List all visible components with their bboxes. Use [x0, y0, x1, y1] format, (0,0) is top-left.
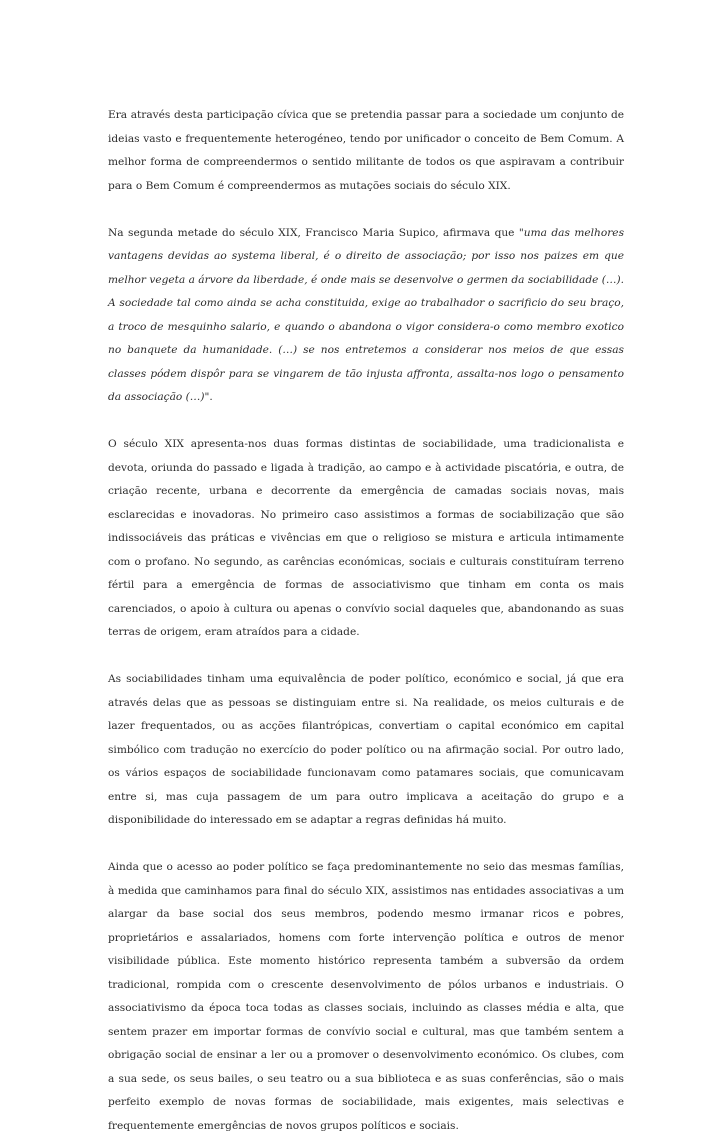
document-page: [108, 104, 624, 1138]
paragraph-associativism-base: Ainda que o acesso ao poder político se faça predominantemente no seio das mesmas famílias, à medida que caminhamos para final do século XIX, assistimos nas entidades associativas a um alargar da base social dos seus membros, podendo mesmo irmanar ricos e pobres, proprietários e assalariados, homens com forte intervenção política e outros de menor visibilidade pública. Este momento histórico representa também a subversão da ordem tradicional, rompida com o crescente desenvolvimento de pólos urbanos e industriais. O associativismo da época toca todas as classes sociais, incluindo as classes média e alta, que sentem prazer em importar formas de convívio social e cultural, mas que também sentem a obrigação social de ensinar a ler ou a promover o desenvolvimento económico. Os clubes, com a sua sede, os seus bailes, o seu teatro ou a sua biblioteca e as suas conferências, são o mais perfeito exemplo de novas formas de sociabilidade, mais exigentes, mais selectivas e frequentemente emergências de novos grupos políticos e sociais.: [108, 861, 624, 1132]
quote-lead-text: Na segunda metade do século XIX, Francisco Maria Supico, afirmava que ": [108, 226, 524, 239]
paragraph-two-sociability-forms: O século XIX apresenta-nos duas formas distintas de sociabilidade, uma tradicionalista e devota, oriunda do passado e ligada à tradição, ao campo e à actividade piscatória, e outra, de criação recente, urbana e decorrente da emergência de camadas sociais novas, mais esclarecidas e inovadoras. No primeiro caso assistimos a formas de sociabilização que são indissociáveis das práticas e vivências em que o religioso se mistura e articula intimamente com o profano. No segundo, as carências económicas, sociais e culturais constituíram terreno fértil para a emergência de formas de associativismo que tinham em conta os mais carenciados, o apoio à cultura ou apenas o convívio social daqueles que, abandonando as suas terras de origem, eram atraídos para a cidade.: [108, 438, 624, 638]
quote-tail-text: ".: [204, 391, 213, 403]
paragraph-supico-quote: [108, 222, 624, 410]
supico-quotation: uma das melhores vantagens devidas ao systema liberal, é o direito de associação; por isso nos paizes em que melhor vegeta a árvore da liberdade, é onde mais se desenvolve o germen da sociabilidade (…). A sociedade tal como ainda se acha constituida, exige ao trabalhador o sacrificio do seu braço, a troco de mesquinho salario, e quando o abandona o vigor considera-o como membro exotico no banquete da humanidade. (…) se nos entretemos a considerar nos meios de que essas classes pódem dispôr para se vingarem de tão injusta affronta, assalta-nos logo o pensamento da associação (…): [108, 226, 625, 403]
paragraph-sociability-power: As sociabilidades tinham uma equivalência de poder político, económico e social, já que era através delas que as pessoas se distinguiam entre si. Na realidade, os meios culturais e de lazer frequentados, ou as acções filantrópicas, convertiam o capital económico em capital simbólico com tradução no exercício do poder político ou na afirmação social. Por outro lado, os vários espaços de sociabilidade funcionavam como patamares sociais, que comunicavam entre si, mas cuja passagem de um para outro implicava a aceitação do grupo e a disponibilidade do interessado em se adaptar a regras definidas há muito.: [108, 673, 624, 826]
paragraph-civic-participation: Era através desta participação cívica que se pretendia passar para a sociedade um conjunto de ideias vasto e frequentemente heterogéneo, tendo por unificador o conceito de Bem Comum. A melhor forma de compreendermos o sentido militante de todos os que aspiravam a contribuir para o Bem Comum é compreendermos as mutações sociais do século XIX.: [108, 109, 624, 192]
